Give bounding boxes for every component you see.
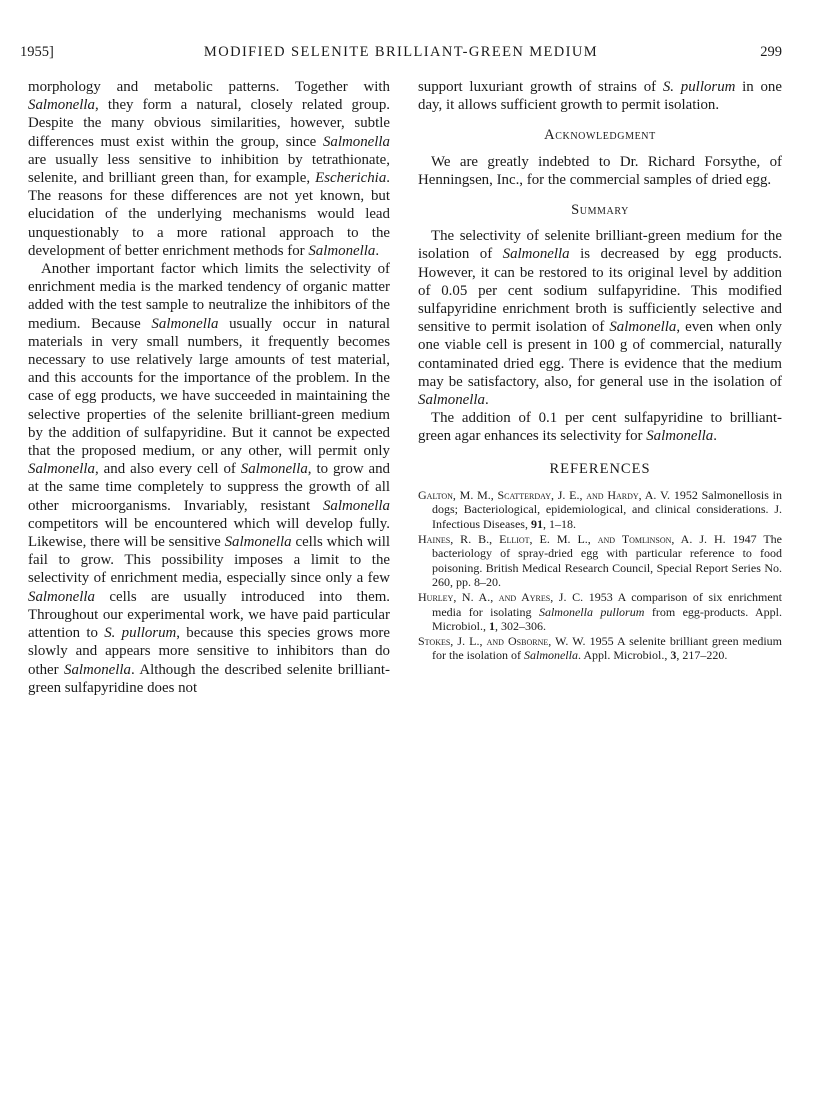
reference-item: Hurley, N. A., and Ayres, J. C. 1953 A comparison of six enrichment media for isolating Salmonella pullorum from egg-products. Appl. Microbiol., 1, 302–306. xyxy=(418,590,783,634)
left-column xyxy=(28,78,390,697)
running-header xyxy=(20,44,782,64)
summary-heading: Summary xyxy=(571,202,629,219)
right-column xyxy=(418,78,782,663)
page-number: 299 xyxy=(760,44,782,60)
acknowledgment-heading: Acknowledgment xyxy=(544,127,656,144)
reference-item: Haines, R. B., Elliot, E. M. L., and Tomlinson, A. J. H. 1947 The bacteriology of spray-dried egg with particular reference to food poisoning. British Medical Research Council, Special Report Series No. 260, pp. 8–20. xyxy=(418,531,782,590)
references-heading: REFERENCES xyxy=(549,460,651,477)
header-year: 1955] xyxy=(20,44,54,60)
body-paragraph: Another important factor which limits the selectivity of enrichment media is the marked tendency of organic matter added with the test sample to neutralize the inhibitors of the medium. Because Salmonella usually occur in natural materials in very small numbers, it frequently becomes necessary to use relatively large amounts of test material, and this accounts for the importance of the problem. In the case of egg products, we have succeeded in maintaining the selective properties of the selenite brilliant-green medium by the addition of sulfapyridine. But it cannot be expected that the proposed medium, or any other, will permit only Salmonella, and also every cell of Salmonella, to grow and at the same time completely to suppress the growth of all other microorganisms. Invariably, resistant Salmonella competitors will be encountered which will develop fully. Likewise, there will be sensitive Salmonella cells which will fail to grow. This possibility imposes a limit to the selectivity of enrichment media, especially since only a few Salmonella cells are usually introduced into them. Throughout our experimental work, we have paid particular attention to S. pullorum, because this species grows more slowly and appears more sensitive to inhibitors than do other Salmonella. Although the described selenite brilliant-green sulfapyridine does not xyxy=(28,261,390,696)
summary-paragraph: The selectivity of selenite brilliant-green medium for the isolation of Salmonella is decreased by egg products. However, it can be restored to its original level by addition of 0.05 per cent sodium sulfapyridine. This modified sulfapyridine enrichment broth is sufficiently selective and sensitive to permit isolation of Salmonella, even when only one viable cell is present in 100 g of commercial, naturally contaminated dried egg. There is evidence that the medium may be satisfactory, also, for general use in the isolation of Salmonella. xyxy=(418,228,782,409)
body-paragraph: support luxuriant growth of strains of S. pullorum in one day, it allows sufficient growth to permit isolation. xyxy=(418,79,782,114)
body-paragraph: morphology and metabolic patterns. Together with Salmonella, they form a natural, closely related group. Despite the many obvious similarities, however, subtle differences must exist within the group, since Salmonella are usually less sensitive to inhibition by tetrathionate, selenite, and brilliant green than, for example, Escherichia. The reasons for these differences are not yet known, but elucidation of the underlying mechanisms would lead unquestionably to a more rational approach to the development of better enrichment methods for Salmonella. xyxy=(28,79,390,259)
running-title: MODIFIED SELENITE BRILLIANT-GREEN MEDIUM xyxy=(203,44,599,60)
reference-item: Stokes, J. L., and Osborne, W. W. 1955 A selenite brilliant green medium for the isolation of Salmonella. Appl. Microbiol., 3, 217–220. xyxy=(418,633,782,663)
acknowledgment-text: We are greatly indebted to Dr. Richard Forsythe, of Henningsen, Inc., for the commercial samples of dried egg. xyxy=(418,153,782,188)
reference-item: Galton, M. M., Scatterday, J. E., and Hardy, A. V. 1952 Salmonellosis in dogs; Bacteriological, epidemiological, and clinical considerations. J. Infectious Diseases, 91, 1–18. xyxy=(418,487,783,532)
summary-paragraph: The addition of 0.1 per cent sulfapyridine to brilliant-green agar enhances its selectivity for Salmonella. xyxy=(418,410,782,445)
